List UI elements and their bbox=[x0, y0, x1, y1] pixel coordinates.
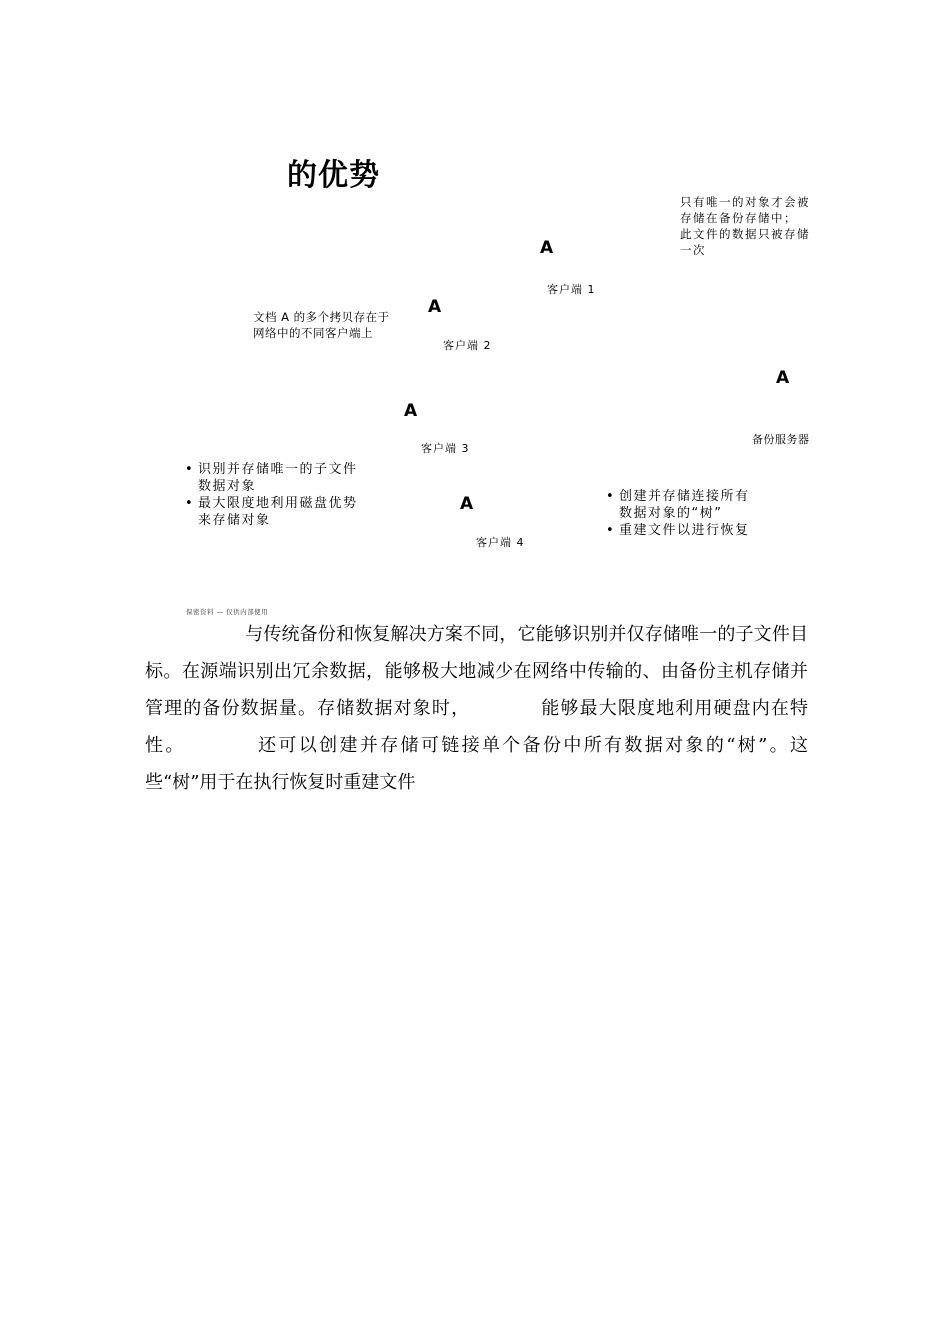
server-label: 备份服务器 bbox=[752, 433, 810, 446]
body-paragraph bbox=[145, 616, 808, 801]
client4-label: 客户端 4 bbox=[476, 536, 525, 549]
unique-objects-callout bbox=[680, 194, 810, 258]
client2-label: 客户端 2 bbox=[443, 339, 492, 352]
paragraph-part-2: 能够最大限度地利用硬盘内在特性。 bbox=[145, 698, 809, 756]
callout-line: 一次 bbox=[680, 243, 706, 257]
confidential-footer: 保密资料 — 仅供内部使用 bbox=[186, 608, 269, 616]
right-bullet-list bbox=[606, 488, 750, 539]
document-a-client2: A bbox=[428, 297, 442, 317]
callout-line: 网络中的不同客户端上 bbox=[253, 326, 373, 340]
bullet-line: 数据对象 bbox=[198, 479, 257, 494]
bullet-line: • 重建文件以进行恢复 bbox=[619, 523, 750, 538]
bullet-item bbox=[185, 461, 358, 495]
client3-label: 客户端 3 bbox=[421, 442, 470, 455]
paragraph-part-3: 还可以创建并存储可链接单个备份中所有数据对象的“树”。这些“树”用于在执行恢复时重建文件 bbox=[145, 735, 809, 793]
document-a-client1: A bbox=[540, 238, 554, 258]
document-a-server: A bbox=[776, 368, 790, 388]
bullet-line: • 识别并存储唯一的子文件 bbox=[198, 462, 358, 477]
bullet-line: • 创建并存储连接所有 bbox=[619, 489, 750, 504]
callout-line: 文档 A 的多个拷贝存在于 bbox=[253, 310, 390, 324]
callout-line: 此文件的数据只被存储 bbox=[680, 227, 810, 241]
callout-line: 只有唯一的对象才会被 bbox=[680, 195, 810, 209]
page-title: 的优势 bbox=[287, 158, 380, 193]
client1-label: 客户端 1 bbox=[547, 283, 596, 296]
bullet-item bbox=[606, 522, 750, 539]
callout-line: 存储在备份存储中； bbox=[680, 211, 797, 225]
left-bullet-list bbox=[185, 461, 358, 529]
document-a-client3: A bbox=[404, 401, 418, 421]
document-a-client4: A bbox=[460, 494, 474, 514]
copies-callout bbox=[253, 309, 390, 341]
bullet-item bbox=[185, 495, 358, 529]
bullet-item bbox=[606, 488, 750, 522]
bullet-line: • 最大限度地利用磁盘优势 bbox=[198, 496, 358, 511]
bullet-line: 来存储对象 bbox=[198, 513, 271, 528]
paragraph-part-1: 与传统备份和恢复解决方案不同，它能够识别并仅存储唯一的子文件目标。在源端识别出冗余数据，能够极大地减少在网络中传输的、由备份主机存储并管理的备份数据量。存储数据对象时， bbox=[145, 624, 808, 719]
bullet-line: 数据对象的“树” bbox=[619, 506, 723, 521]
